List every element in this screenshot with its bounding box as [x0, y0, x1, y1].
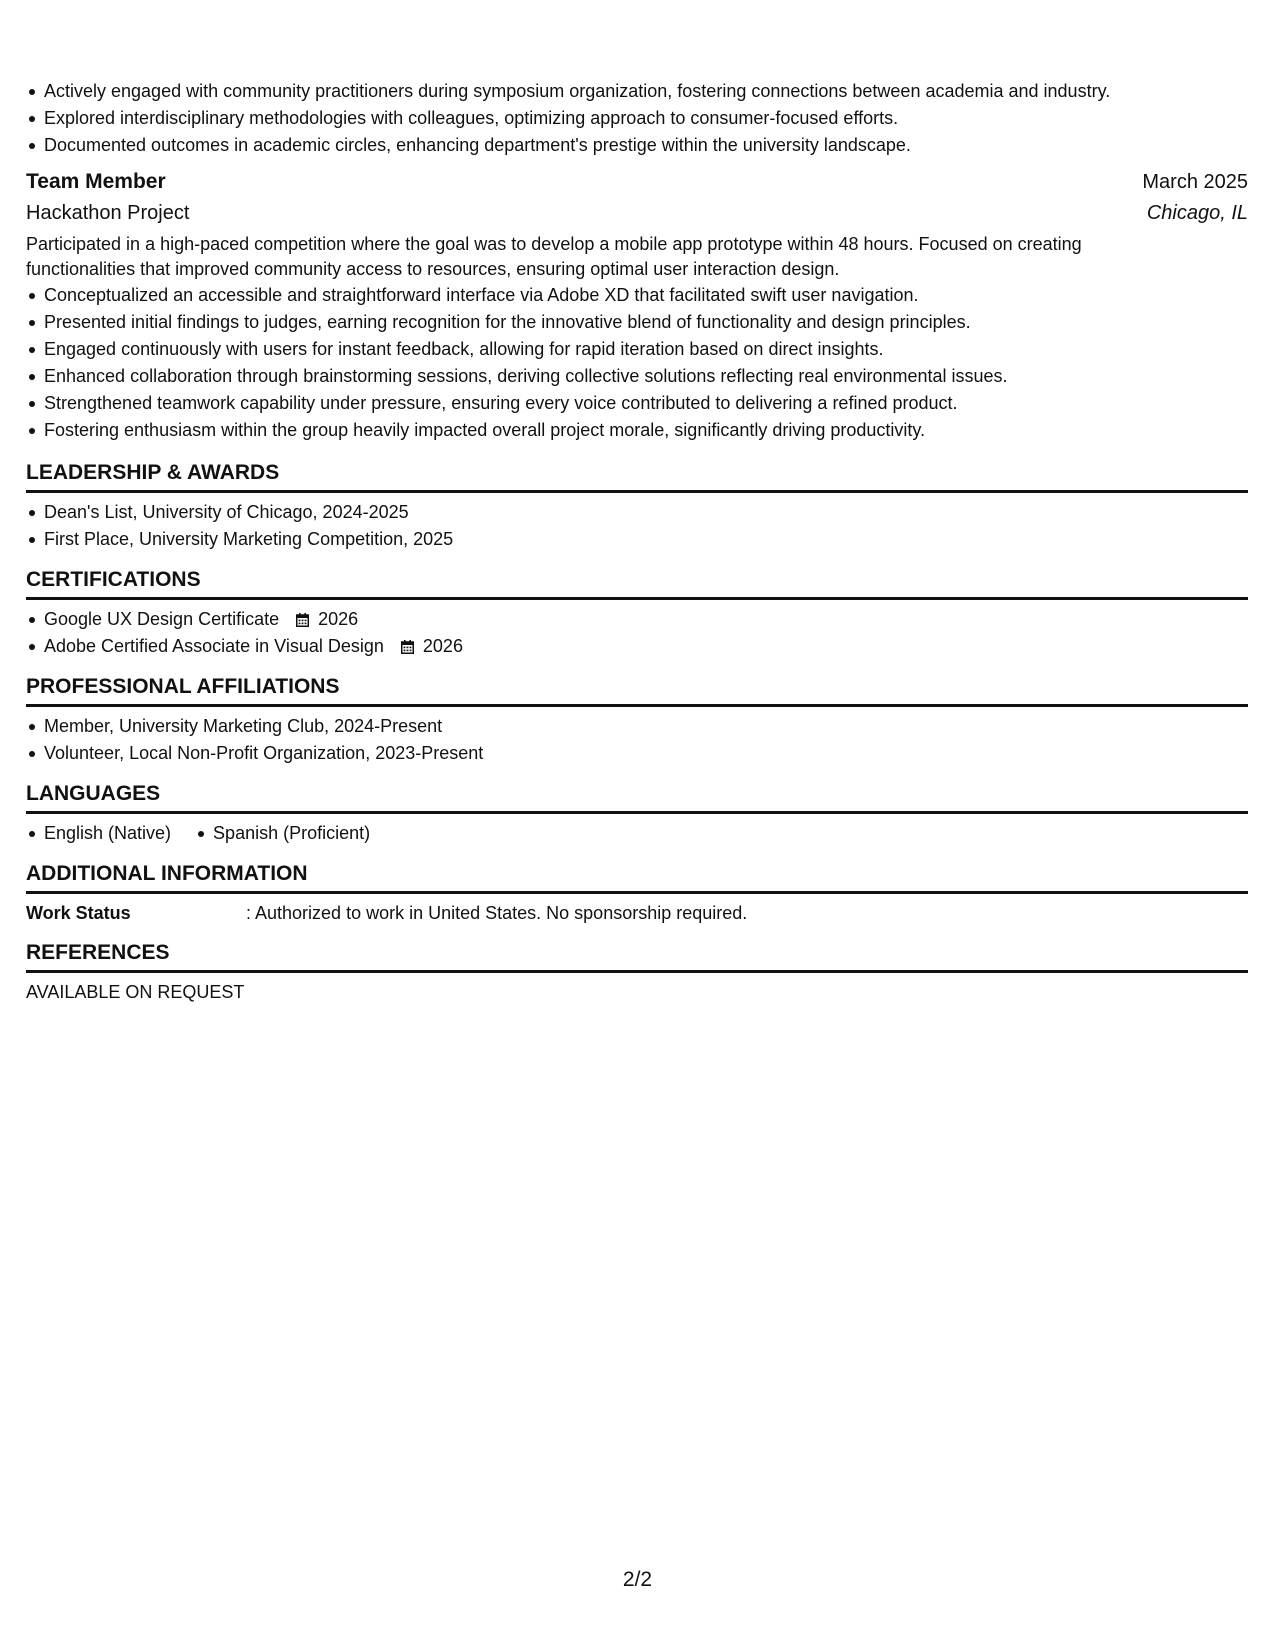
list-item: Actively engaged with community practitioners during symposium organization, fostering connections between academia and industry. — [26, 78, 1248, 105]
section-heading: REFERENCES — [26, 940, 1248, 973]
entry-title: Team Member — [26, 170, 166, 193]
additional-info-section — [26, 861, 1248, 926]
list-item: Enhanced collaboration through brainstorming sessions, deriving collective solutions reflecting real environmental issues. — [26, 363, 1248, 390]
references-section — [26, 940, 1248, 1005]
list-item: Spanish (Proficient) — [195, 820, 370, 847]
references-text: AVAILABLE ON REQUEST — [26, 982, 245, 1002]
languages-list — [26, 820, 1248, 847]
list-item: English (Native) — [26, 820, 171, 847]
affiliations-section — [26, 674, 1248, 767]
certifications-list — [26, 606, 1248, 660]
hackathon-entry — [26, 167, 1248, 444]
entry-bullets — [26, 282, 1248, 444]
section-heading: LANGUAGES — [26, 781, 1248, 814]
entry-subheader — [26, 197, 1248, 229]
list-item: Fostering enthusiasm within the group heavily impacted overall project morale, significantly driving productivity. — [26, 417, 1248, 444]
entry-location: Chicago, IL — [1146, 202, 1248, 224]
list-item: Dean's List, University of Chicago, 2024-2025 — [26, 499, 1248, 526]
list-item — [26, 633, 1248, 660]
certificate-year: 2026 — [422, 636, 463, 656]
list-item: Member, University Marketing Club, 2024-Present — [26, 713, 1248, 740]
previous-entry-bullets — [26, 78, 1248, 159]
list-item: Strengthened teamwork capability under pressure, ensuring every voice contributed to delivering a refined product. — [26, 390, 1248, 417]
certificate-name: Adobe Certified Associate in Visual Design — [44, 636, 384, 656]
certificate-name: Google UX Design Certificate — [44, 609, 280, 629]
list-item: Engaged continuously with users for instant feedback, allowing for rapid iteration based on direct insights. — [26, 336, 1248, 363]
resume-page — [26, 78, 1248, 1005]
list-item: Documented outcomes in academic circles, enhancing department's prestige within the university landscape. — [26, 132, 1248, 159]
certifications-section — [26, 567, 1248, 660]
list-item: First Place, University Marketing Competition, 2025 — [26, 526, 1248, 553]
certificate-year: 2026 — [318, 609, 359, 629]
work-status-label: Work Status — [26, 903, 131, 923]
list-item: Presented initial findings to judges, earning recognition for the innovative blend of functionality and design principles. — [26, 309, 1248, 336]
list-item — [26, 606, 1248, 633]
calendar-icon — [296, 613, 309, 627]
entry-date: March 2025 — [1142, 171, 1248, 193]
affiliations-list — [26, 713, 1248, 767]
list-item: Volunteer, Local Non-Profit Organization, 2023-Present — [26, 740, 1248, 767]
page-number: 2/2 — [622, 1568, 653, 1591]
leadership-section — [26, 460, 1248, 553]
work-status-value: : Authorized to work in United States. No sponsorship required. — [246, 903, 748, 923]
entry-header — [26, 167, 1248, 197]
list-item: Conceptualized an accessible and straightforward interface via Adobe XD that facilitated swift user navigation. — [26, 282, 1248, 309]
entry-organization: Hackathon Project — [26, 202, 190, 224]
section-heading: CERTIFICATIONS — [26, 567, 1248, 600]
section-heading: PROFESSIONAL AFFILIATIONS — [26, 674, 1248, 707]
leadership-list — [26, 499, 1248, 553]
entry-summary: Participated in a high-paced competition where the goal was to develop a mobile app prototype within 48 hours. Focused on creating functionalities that improved community access to resources, ensuring optimal user interaction design. — [26, 234, 1082, 279]
section-heading: ADDITIONAL INFORMATION — [26, 861, 1248, 894]
languages-section — [26, 781, 1248, 847]
section-heading: LEADERSHIP & AWARDS — [26, 460, 1248, 493]
work-status-row — [26, 900, 1248, 926]
list-item: Explored interdisciplinary methodologies with colleagues, optimizing approach to consumer-focused efforts. — [26, 105, 1248, 132]
calendar-icon — [401, 640, 414, 654]
